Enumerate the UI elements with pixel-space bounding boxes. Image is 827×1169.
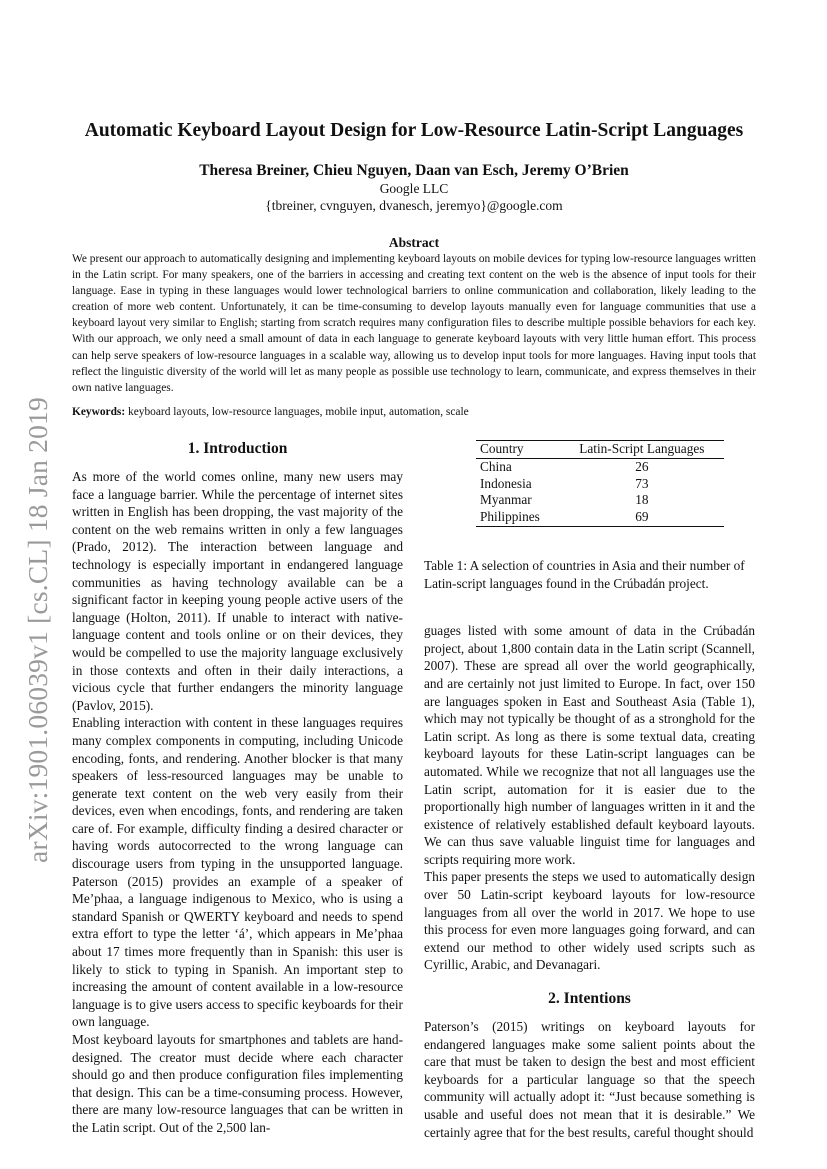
intro-paragraph-5: This paper presents the steps we used to automatically design over 50 Latin-script keyboard layouts for low-resource languages from all over the world in 2017. We hope to use this process for even more languages going forward, and can extend our method to other widely used scripts such as Cyrillic, Arabic, and Devanagari.	[424, 869, 755, 973]
arxiv-stamp-text: arXiv:1901.06039v1 [cs.CL] 18 Jan 2019	[22, 397, 53, 863]
table-row	[476, 509, 724, 526]
table-cell-country: China	[480, 458, 512, 474]
author-emails: {tbreiner, cvnguyen, dvanesch, jeremyo}@google.com	[265, 198, 563, 213]
table-row	[476, 476, 724, 493]
section-heading-introduction: 1. Introduction	[187, 440, 288, 457]
section-heading-intentions: 2. Intentions	[548, 990, 631, 1008]
table-header-languages: Latin-Script Languages	[579, 441, 705, 456]
keywords	[72, 404, 756, 420]
keywords-label: Keywords:	[72, 406, 126, 418]
table-cell-country: Myanmar	[480, 492, 532, 508]
right-column	[424, 440, 755, 1141]
table-header-country: Country	[480, 441, 524, 456]
paper-title: Automatic Keyboard Layout Design for Low-Resource Latin-Script Languages	[84, 120, 744, 141]
affiliation: Google LLC	[379, 181, 449, 196]
paper-authors: Theresa Breiner, Chieu Nguyen, Daan van Esch, Jeremy O’Brien	[199, 162, 629, 179]
table-cell-count: 73	[635, 475, 649, 491]
table-cell-count: 26	[635, 458, 649, 474]
table-row	[476, 492, 724, 509]
arxiv-stamp	[18, 370, 58, 890]
left-column	[72, 440, 403, 1137]
table-row	[476, 458, 724, 475]
table-cell-count: 18	[635, 492, 649, 508]
table-1	[476, 440, 724, 527]
intro-paragraph-4: guages listed with some amount of data in the Crúbadán project, about 1,800 contain data in the Latin script (Scannell, 2007). These are spread all over the world geographically, and are certainly not just limited to Europe. In fact, over 150 are languages spoken in East and Southeast Asia (Table 1), which may not typically be thought of as a stronghold for the Latin script. As long as there is some textual data, creating keyboard layouts for these Latin-script languages can be automated. While we recognize that not all languages use the Latin script, automation for it is easier due to the proportionally high number of languages written in it and the existence of relatively established default keyboard layouts. We can thus save valuable linguist time for languages and scripts requiring more work.	[424, 623, 755, 867]
intro-paragraph-2: Enabling interaction with content in these languages requires many complex components in computing, including Unicode encoding, fonts, and rendering. Another blocker is that many speakers of less-resourced languages may be unable to generate text content on the web very easily from their devices, even when encodings, fonts, and rendering are taken care of. For example, difficulty finding a desired character or having words autocorrected to the wrong language can discourage users from typing in the unsupported language. Paterson (2015) provides an example of a speaker of Me’phaa, a language indigenous to Mexico, who is using a standard Spanish or QWERTY keyboard and needs to spend extra effort to type the letter ‘á’, which appears in Me’phaa about 17 times more frequently than in Spanish: this user is likely to stick to typing in Spanish. An important step to increasing the amount of content available in a low-resource language is to give users access to specific keyboards for their own language.	[72, 715, 403, 1030]
abstract-heading: Abstract	[388, 235, 440, 250]
intro-paragraph-3: Most keyboard layouts for smartphones and tablets are hand-designed. The creator must decide where each character should go and then produce configuration files implementing that design. This can be a time-consuming process. However, there are many low-resource languages that can be written in the Latin script. Out of the 2,500 lan-	[72, 1032, 403, 1135]
keywords-text: keyboard layouts, low-resource languages, mobile input, automation, scale	[125, 406, 469, 418]
table-cell-country: Indonesia	[480, 475, 532, 491]
table-1-caption: Table 1: A selection of countries in Asia and their number of Latin-script languages found in the Crúbadán project.	[424, 557, 745, 591]
table-cell-country: Philippines	[480, 509, 540, 525]
intro-paragraph-1: As more of the world comes online, many new users may face a language barrier. While the percentage of internet sites written in English has been dropping, the vast majority of the content on the web remains written in only a few languages (Prado, 2012). The interaction between language and technology is especially important in endangered language communities as having technology available can be a significant factor in keeping young people active users of the language (Holton, 2011). If unable to interact with native-language content and tools online or on their devices, they would be compelled to use the majority language exclusively in those contexts and often in their daily interactions, a vicious cycle that further endangers the minority language (Pavlov, 2015).	[72, 469, 403, 713]
table-header-row	[476, 441, 724, 459]
intentions-paragraph-1: Paterson’s (2015) writings on keyboard layouts for endangered languages make some salient points about the care that must be taken to design the best and most efficient keyboards for a particular language so that the speech community will actually adopt it: “Just because something is usable and useful does not mean that it is desirable.” We certainly agree that for the best results, careful thought should	[424, 1019, 755, 1140]
table-cell-count: 69	[635, 509, 649, 525]
abstract-text: We present our approach to automatically designing and implementing keyboard layouts on mobile devices for typing low-resource languages written in the Latin script. For many speakers, one of the barriers in accessing and creating text content on the web is the absence of input tools for their language. Ease in typing in these languages would lower technological barriers to online communication and collaboration, likely leading to the creation of more web content. Unfortunately, it can be time-consuming to develop layouts manually even for language communities that use a keyboard layout very similar to English; starting from scratch requires many configuration files to describe multiple possible behaviors for each key. With our approach, we only need a small amount of data in each language to generate keyboard layouts with very little human effort. This process can help serve speakers of low-resource languages in a scalable way, allowing us to develop input tools for more languages. Having input tools that reflect the linguistic diversity of the world will let as many people as possible use technology to learn, communicate, and express themselves in their own native languages.	[72, 253, 756, 394]
